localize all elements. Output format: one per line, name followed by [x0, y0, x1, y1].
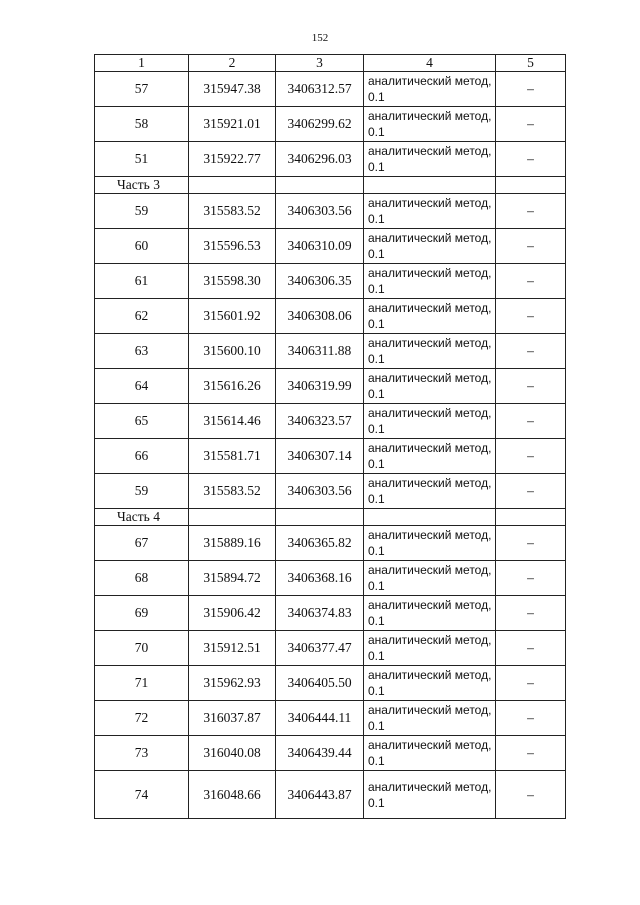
method-cell: аналитический метод, 0.1 — [364, 299, 496, 334]
point-number-cell: 74 — [95, 771, 189, 819]
method-cell: аналитический метод, 0.1 — [364, 561, 496, 596]
table-row — [95, 142, 566, 177]
x-coordinate-cell: 315581.71 — [189, 439, 276, 474]
point-number-cell: 57 — [95, 72, 189, 107]
column-5-cell: – — [496, 439, 566, 474]
y-coordinate-cell: 3406303.56 — [276, 474, 364, 509]
section-row — [95, 177, 566, 194]
x-coordinate-cell: 315616.26 — [189, 369, 276, 404]
point-number-cell: 73 — [95, 736, 189, 771]
method-cell: аналитический метод, 0.1 — [364, 142, 496, 177]
x-coordinate-cell: 315922.77 — [189, 142, 276, 177]
point-number-cell: 62 — [95, 299, 189, 334]
point-number-cell: 71 — [95, 666, 189, 701]
x-coordinate-cell: 316040.08 — [189, 736, 276, 771]
table-row — [95, 299, 566, 334]
column-header-2: 2 — [189, 55, 276, 72]
method-cell: аналитический метод, 0.1 — [364, 72, 496, 107]
point-number-cell: 70 — [95, 631, 189, 666]
column-5-cell: – — [496, 264, 566, 299]
x-coordinate-cell: 316048.66 — [189, 771, 276, 819]
table-header-row — [95, 55, 566, 72]
method-cell: аналитический метод, 0.1 — [364, 264, 496, 299]
y-coordinate-cell: 3406443.87 — [276, 771, 364, 819]
table-row — [95, 404, 566, 439]
y-coordinate-cell: 3406312.57 — [276, 72, 364, 107]
y-coordinate-cell: 3406368.16 — [276, 561, 364, 596]
column-5-cell: – — [496, 474, 566, 509]
column-header-4: 4 — [364, 55, 496, 72]
point-number-cell: 68 — [95, 561, 189, 596]
column-5-cell: – — [496, 596, 566, 631]
point-number-cell: 69 — [95, 596, 189, 631]
point-number-cell: 67 — [95, 526, 189, 561]
column-5-cell: – — [496, 107, 566, 142]
table-row — [95, 107, 566, 142]
point-number-cell: 59 — [95, 194, 189, 229]
column-header-1: 1 — [95, 55, 189, 72]
y-coordinate-cell: 3406299.62 — [276, 107, 364, 142]
y-coordinate-cell: 3406405.50 — [276, 666, 364, 701]
table-row — [95, 526, 566, 561]
y-coordinate-cell: 3406308.06 — [276, 299, 364, 334]
y-coordinate-cell: 3406296.03 — [276, 142, 364, 177]
x-coordinate-cell: 315601.92 — [189, 299, 276, 334]
column-5-cell: – — [496, 526, 566, 561]
column-5-cell: – — [496, 72, 566, 107]
x-coordinate-cell: 315889.16 — [189, 526, 276, 561]
y-coordinate-cell: 3406311.88 — [276, 334, 364, 369]
column-5-cell: – — [496, 666, 566, 701]
method-cell: аналитический метод, 0.1 — [364, 334, 496, 369]
coordinates-table — [94, 54, 566, 819]
point-number-cell: 72 — [95, 701, 189, 736]
y-coordinate-cell: 3406439.44 — [276, 736, 364, 771]
x-coordinate-cell: 315906.42 — [189, 596, 276, 631]
table-row — [95, 229, 566, 264]
table-row — [95, 474, 566, 509]
table-row — [95, 439, 566, 474]
table-row — [95, 561, 566, 596]
method-cell: аналитический метод, 0.1 — [364, 229, 496, 264]
table-row — [95, 72, 566, 107]
empty-cell — [496, 509, 566, 526]
table-row — [95, 666, 566, 701]
table-row — [95, 736, 566, 771]
column-5-cell: – — [496, 404, 566, 439]
y-coordinate-cell: 3406310.09 — [276, 229, 364, 264]
point-number-cell: 63 — [95, 334, 189, 369]
y-coordinate-cell: 3406374.83 — [276, 596, 364, 631]
method-cell: аналитический метод, 0.1 — [364, 369, 496, 404]
method-cell: аналитический метод, 0.1 — [364, 771, 496, 819]
x-coordinate-cell: 315596.53 — [189, 229, 276, 264]
table-row — [95, 631, 566, 666]
column-header-3: 3 — [276, 55, 364, 72]
column-5-cell: – — [496, 736, 566, 771]
empty-cell — [276, 509, 364, 526]
empty-cell — [496, 177, 566, 194]
point-number-cell: 60 — [95, 229, 189, 264]
y-coordinate-cell: 3406306.35 — [276, 264, 364, 299]
column-5-cell: – — [496, 631, 566, 666]
x-coordinate-cell: 315912.51 — [189, 631, 276, 666]
method-cell: аналитический метод, 0.1 — [364, 474, 496, 509]
column-header-5: 5 — [496, 55, 566, 72]
method-cell: аналитический метод, 0.1 — [364, 107, 496, 142]
empty-cell — [276, 177, 364, 194]
column-5-cell: – — [496, 771, 566, 819]
column-5-cell: – — [496, 299, 566, 334]
point-number-cell: 64 — [95, 369, 189, 404]
point-number-cell: 59 — [95, 474, 189, 509]
empty-cell — [189, 177, 276, 194]
table-row — [95, 369, 566, 404]
empty-cell — [189, 509, 276, 526]
point-number-cell: 61 — [95, 264, 189, 299]
y-coordinate-cell: 3406377.47 — [276, 631, 364, 666]
table-row — [95, 264, 566, 299]
column-5-cell: – — [496, 561, 566, 596]
table-row — [95, 194, 566, 229]
column-5-cell: – — [496, 701, 566, 736]
method-cell: аналитический метод, 0.1 — [364, 736, 496, 771]
x-coordinate-cell: 315614.46 — [189, 404, 276, 439]
x-coordinate-cell: 315583.52 — [189, 194, 276, 229]
method-cell: аналитический метод, 0.1 — [364, 404, 496, 439]
column-5-cell: – — [496, 194, 566, 229]
method-cell: аналитический метод, 0.1 — [364, 194, 496, 229]
y-coordinate-cell: 3406365.82 — [276, 526, 364, 561]
page-number: 152 — [311, 32, 329, 44]
y-coordinate-cell: 3406319.99 — [276, 369, 364, 404]
column-5-cell: – — [496, 369, 566, 404]
y-coordinate-cell: 3406323.57 — [276, 404, 364, 439]
coordinates-table-body — [95, 55, 566, 819]
point-number-cell: 58 — [95, 107, 189, 142]
section-label: Часть 4 — [95, 509, 189, 526]
section-label: Часть 3 — [95, 177, 189, 194]
empty-cell — [364, 177, 496, 194]
x-coordinate-cell: 315894.72 — [189, 561, 276, 596]
x-coordinate-cell: 315600.10 — [189, 334, 276, 369]
column-5-cell: – — [496, 334, 566, 369]
method-cell: аналитический метод, 0.1 — [364, 439, 496, 474]
column-5-cell: – — [496, 229, 566, 264]
x-coordinate-cell: 315921.01 — [189, 107, 276, 142]
x-coordinate-cell: 315962.93 — [189, 666, 276, 701]
x-coordinate-cell: 316037.87 — [189, 701, 276, 736]
point-number-cell: 65 — [95, 404, 189, 439]
method-cell: аналитический метод, 0.1 — [364, 631, 496, 666]
y-coordinate-cell: 3406444.11 — [276, 701, 364, 736]
method-cell: аналитический метод, 0.1 — [364, 666, 496, 701]
x-coordinate-cell: 315583.52 — [189, 474, 276, 509]
method-cell: аналитический метод, 0.1 — [364, 701, 496, 736]
table-row — [95, 596, 566, 631]
point-number-cell: 66 — [95, 439, 189, 474]
empty-cell — [364, 509, 496, 526]
y-coordinate-cell: 3406303.56 — [276, 194, 364, 229]
table-row — [95, 334, 566, 369]
method-cell: аналитический метод, 0.1 — [364, 526, 496, 561]
method-cell: аналитический метод, 0.1 — [364, 596, 496, 631]
table-row — [95, 701, 566, 736]
x-coordinate-cell: 315598.30 — [189, 264, 276, 299]
table-row — [95, 771, 566, 819]
section-row — [95, 509, 566, 526]
x-coordinate-cell: 315947.38 — [189, 72, 276, 107]
point-number-cell: 51 — [95, 142, 189, 177]
column-5-cell: – — [496, 142, 566, 177]
y-coordinate-cell: 3406307.14 — [276, 439, 364, 474]
